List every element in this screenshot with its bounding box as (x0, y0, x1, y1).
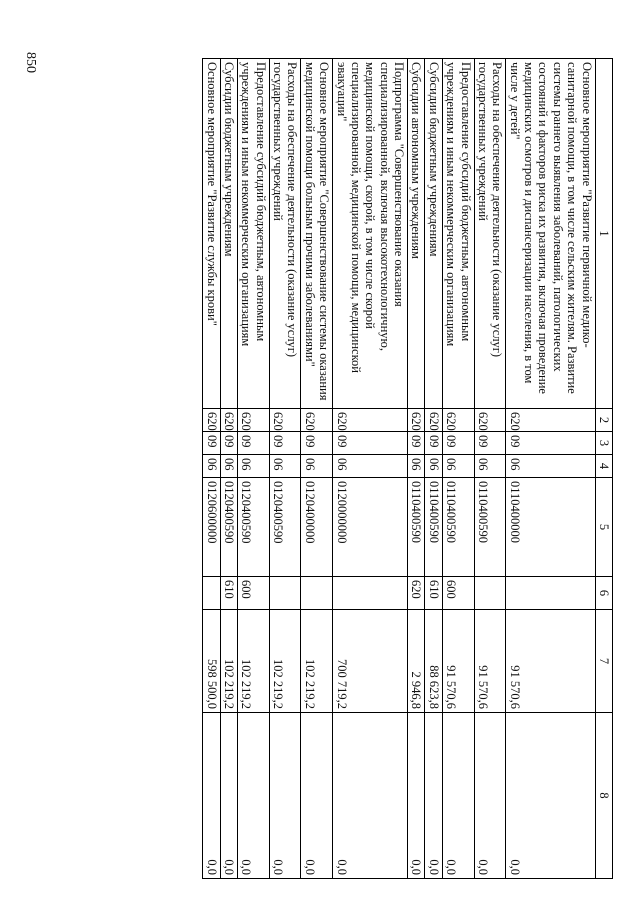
section-code-cell: 09 (238, 432, 270, 455)
expense-type-cell: 600 (442, 577, 474, 610)
target-article-cell: 0110400590 (425, 478, 442, 577)
column-header: 2 (595, 409, 612, 432)
amount-cell: 102 219,2 (220, 610, 237, 713)
amount-second-cell: 0,0 (301, 713, 333, 879)
ministry-code-cell: 620 (408, 409, 425, 432)
row-name-cell: Предоставление субсидий бюджетным, автономным учреждениям и иным некоммерческим организациям (238, 59, 270, 409)
expense-type-cell (203, 577, 220, 610)
target-article-cell: 0110400000 (506, 478, 595, 577)
target-article-cell: 0120400590 (220, 478, 237, 577)
amount-cell: 102 219,2 (269, 610, 301, 713)
amount-second-cell: 0,0 (220, 713, 237, 879)
budget-table (202, 58, 613, 879)
section-code-cell: 09 (474, 432, 506, 455)
target-article-cell: 0110400590 (408, 478, 425, 577)
amount-cell: 700 719,2 (333, 610, 408, 713)
subsection-code-cell: 06 (333, 455, 408, 478)
subsection-code-cell: 06 (408, 455, 425, 478)
row-name-cell: Субсидии бюджетным учреждениям (425, 59, 442, 409)
ministry-code-cell: 620 (425, 409, 442, 432)
row-name-cell: Расходы на обеспечение деятельности (оказание услуг) государственных учреждений (474, 59, 506, 409)
ministry-code-cell: 620 (238, 409, 270, 432)
section-code-cell: 09 (442, 432, 474, 455)
expense-type-cell (506, 577, 595, 610)
amount-second-cell: 0,0 (474, 713, 506, 879)
subsection-code-cell: 06 (425, 455, 442, 478)
target-article-cell: 0110400590 (474, 478, 506, 577)
column-header: 8 (595, 713, 612, 879)
table-row (506, 59, 595, 879)
amount-second-cell: 0,0 (506, 713, 595, 879)
subsection-code-cell: 06 (442, 455, 474, 478)
column-header: 1 (595, 59, 612, 409)
ministry-code-cell: 620 (442, 409, 474, 432)
row-name-cell: Основное мероприятие "Развитие службы крови" (203, 59, 220, 409)
table-row (301, 59, 333, 879)
column-header: 7 (595, 610, 612, 713)
expense-type-cell (269, 577, 301, 610)
section-code-cell: 09 (408, 432, 425, 455)
ministry-code-cell: 620 (269, 409, 301, 432)
amount-cell: 102 219,2 (238, 610, 270, 713)
expense-type-cell: 620 (408, 577, 425, 610)
column-header: 4 (595, 455, 612, 478)
target-article-cell: 0120400000 (301, 478, 333, 577)
ministry-code-cell: 620 (333, 409, 408, 432)
amount-cell: 88 623,8 (425, 610, 442, 713)
ministry-code-cell: 620 (506, 409, 595, 432)
row-name-cell: Подпрограмма "Совершенствование оказания специализированной, включая высокотехнологичную, медицинской помощи, скорой, в том числе скорой специализированной, медицинской помощи, медицинской эвакуации" (333, 59, 408, 409)
amount-second-cell: 0,0 (408, 713, 425, 879)
subsection-code-cell: 06 (203, 455, 220, 478)
budget-table-container (93, 58, 613, 878)
column-header: 5 (595, 478, 612, 577)
table-row (333, 59, 408, 879)
target-article-cell: 0120400590 (238, 478, 270, 577)
table-row (474, 59, 506, 879)
target-article-cell: 0120000000 (333, 478, 408, 577)
amount-second-cell: 0,0 (425, 713, 442, 879)
table-row (408, 59, 425, 879)
expense-type-cell (474, 577, 506, 610)
ministry-code-cell: 620 (474, 409, 506, 432)
expense-type-cell: 600 (238, 577, 270, 610)
amount-second-cell: 0,0 (333, 713, 408, 879)
table-row (220, 59, 237, 879)
target-article-cell: 0120400590 (269, 478, 301, 577)
section-code-cell: 09 (220, 432, 237, 455)
table-row (425, 59, 442, 879)
subsection-code-cell: 06 (301, 455, 333, 478)
amount-cell: 102 219,2 (301, 610, 333, 713)
column-header: 3 (595, 432, 612, 455)
table-row (442, 59, 474, 879)
ministry-code-cell: 620 (203, 409, 220, 432)
amount-second-cell: 0,0 (269, 713, 301, 879)
amount-cell: 91 570,6 (474, 610, 506, 713)
subsection-code-cell: 06 (269, 455, 301, 478)
section-code-cell: 09 (333, 432, 408, 455)
ministry-code-cell: 620 (220, 409, 237, 432)
ministry-code-cell: 620 (301, 409, 333, 432)
row-name-cell: Субсидии автономным учреждениям (408, 59, 425, 409)
amount-second-cell: 0,0 (442, 713, 474, 879)
amount-cell: 91 570,6 (442, 610, 474, 713)
row-name-cell: Основное мероприятие "Развитие первичной медико-санитарной помощи, в том числе сельским жителям. Развитие системы раннего выявления заболеваний, патологических состояний и факторов риска их развития, включая проведение медицинских осмотров и диспансеризации населения, в том числе у детей" (506, 59, 595, 409)
amount-cell: 2 946,8 (408, 610, 425, 713)
table-header-row (595, 59, 612, 879)
amount-second-cell: 0,0 (238, 713, 270, 879)
amount-second-cell: 0,0 (203, 713, 220, 879)
target-article-cell: 0110400590 (442, 478, 474, 577)
column-header: 6 (595, 577, 612, 610)
subsection-code-cell: 06 (506, 455, 595, 478)
row-name-cell: Основное мероприятие "Совершенствование системы оказания медицинской помощи больным прочими заболеваниями" (301, 59, 333, 409)
row-name-cell: Субсидии бюджетным учреждениям (220, 59, 237, 409)
target-article-cell: 0120600000 (203, 478, 220, 577)
section-code-cell: 09 (269, 432, 301, 455)
section-code-cell: 09 (425, 432, 442, 455)
row-name-cell: Предоставление субсидий бюджетным, автономным учреждениям и иным некоммерческим организациям (442, 59, 474, 409)
amount-cell: 598 500,0 (203, 610, 220, 713)
expense-type-cell: 610 (220, 577, 237, 610)
expense-type-cell: 610 (425, 577, 442, 610)
page-number: 850 (23, 52, 38, 73)
table-row (269, 59, 301, 879)
subsection-code-cell: 06 (220, 455, 237, 478)
section-code-cell: 09 (506, 432, 595, 455)
table-row (203, 59, 220, 879)
amount-cell: 91 570,6 (506, 610, 595, 713)
subsection-code-cell: 06 (238, 455, 270, 478)
expense-type-cell (301, 577, 333, 610)
subsection-code-cell: 06 (474, 455, 506, 478)
table-row (238, 59, 270, 879)
row-name-cell: Расходы на обеспечение деятельности (оказание услуг) государственных учреждений (269, 59, 301, 409)
section-code-cell: 09 (203, 432, 220, 455)
expense-type-cell (333, 577, 408, 610)
section-code-cell: 09 (301, 432, 333, 455)
table-body (203, 59, 595, 879)
